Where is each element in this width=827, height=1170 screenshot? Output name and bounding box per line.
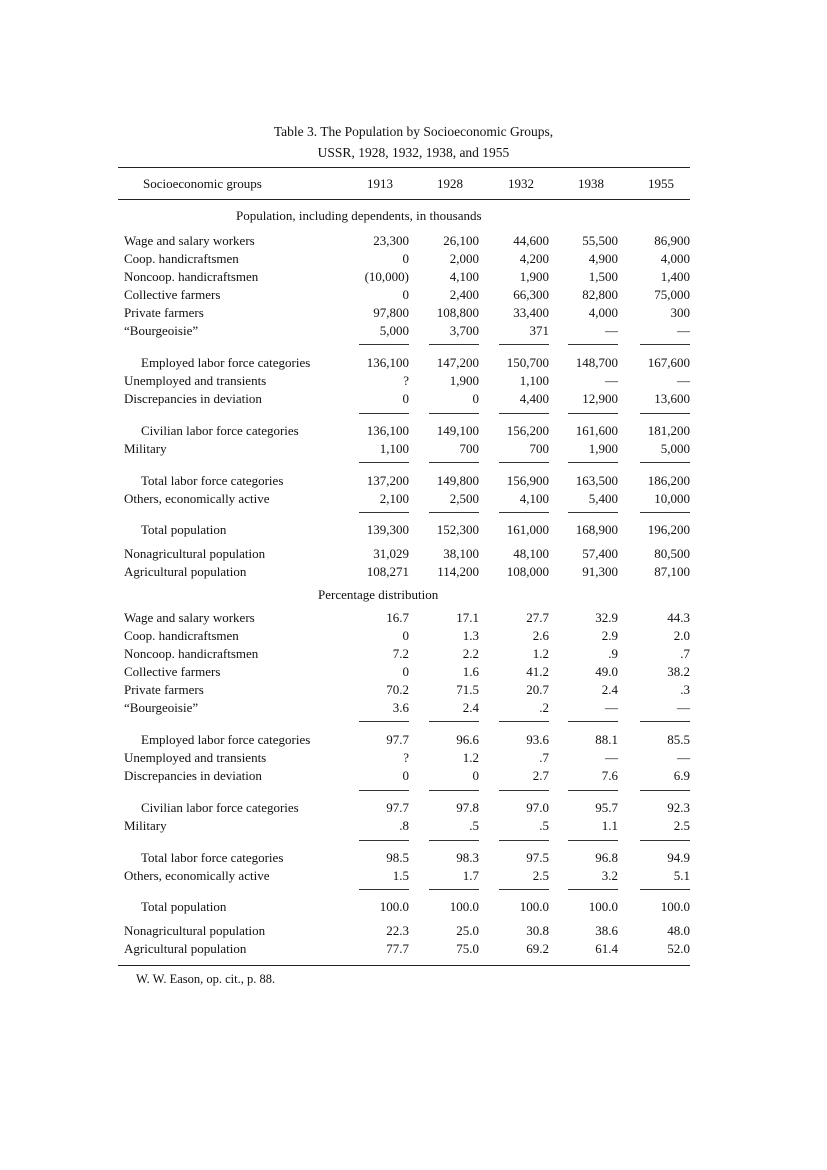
cell-value: 75,000 bbox=[654, 287, 690, 302]
cell-value: 7.2 bbox=[392, 646, 409, 661]
cell-value: 41.2 bbox=[526, 664, 549, 679]
table-row bbox=[0, 681, 827, 699]
cell-value: .5 bbox=[539, 818, 549, 833]
subtotal-rule bbox=[359, 721, 409, 722]
bottom-rule bbox=[118, 965, 690, 966]
cell-value: 3,700 bbox=[449, 323, 479, 338]
header-year-1928: 1928 bbox=[437, 176, 463, 191]
row-label: Agricultural population bbox=[124, 941, 247, 956]
cell-value: 168,900 bbox=[575, 522, 618, 537]
cell-value: 57,400 bbox=[582, 546, 618, 561]
cell-value: 55,500 bbox=[582, 233, 618, 248]
table-row bbox=[0, 390, 827, 408]
cell-value: 4,000 bbox=[588, 305, 618, 320]
subtotal-rule bbox=[359, 462, 409, 463]
cell-value: 2,500 bbox=[449, 491, 479, 506]
table-row bbox=[0, 472, 827, 490]
cell-value: .5 bbox=[469, 818, 479, 833]
row-label: Military bbox=[124, 818, 167, 833]
cell-value: — bbox=[605, 373, 618, 388]
cell-value: 93.6 bbox=[526, 732, 549, 747]
cell-value: 1,500 bbox=[588, 269, 618, 284]
row-label: Unemployed and transients bbox=[124, 373, 267, 388]
cell-value: 371 bbox=[529, 323, 549, 338]
cell-value: 1,900 bbox=[449, 373, 479, 388]
cell-value: 1,100 bbox=[379, 441, 409, 456]
header-year-1955: 1955 bbox=[648, 176, 674, 191]
subtotal-rule bbox=[568, 889, 618, 890]
cell-value: 136,100 bbox=[366, 355, 409, 370]
subtotal-rule bbox=[359, 840, 409, 841]
cell-value: .9 bbox=[608, 646, 618, 661]
table-title-line-1: Table 3. The Population by Socioeconomic Groups, bbox=[273, 124, 554, 139]
cell-value: 69.2 bbox=[526, 941, 549, 956]
cell-value: 161,600 bbox=[575, 423, 618, 438]
cell-value: 2,000 bbox=[449, 251, 479, 266]
cell-value: 161,000 bbox=[506, 522, 549, 537]
cell-value: 97.0 bbox=[526, 800, 549, 815]
subtotal-rule bbox=[429, 512, 479, 513]
cell-value: 100.0 bbox=[519, 899, 549, 914]
row-label: “Bourgeoisie” bbox=[124, 700, 199, 715]
row-label: Civilian labor force categories bbox=[141, 423, 299, 438]
cell-value: 2.7 bbox=[532, 768, 549, 783]
cell-value: 4,200 bbox=[519, 251, 549, 266]
header-rule bbox=[118, 199, 690, 200]
cell-value: ? bbox=[403, 373, 409, 388]
row-label: Noncoop. handicraftsmen bbox=[124, 269, 259, 284]
cell-value: 108,271 bbox=[366, 564, 409, 579]
table-row bbox=[0, 663, 827, 681]
row-label: Private farmers bbox=[124, 305, 204, 320]
row-label: Total population bbox=[141, 899, 227, 914]
cell-value: 156,200 bbox=[506, 423, 549, 438]
row-label: Coop. handicraftsmen bbox=[124, 251, 239, 266]
cell-value: 1.6 bbox=[462, 664, 479, 679]
cell-value: 2.6 bbox=[532, 628, 549, 643]
cell-value: 2.4 bbox=[601, 682, 618, 697]
cell-value: — bbox=[605, 750, 618, 765]
cell-value: 97.7 bbox=[386, 800, 409, 815]
subtotal-rule bbox=[429, 344, 479, 345]
cell-value: 44,600 bbox=[513, 233, 549, 248]
cell-value: 137,200 bbox=[366, 473, 409, 488]
cell-value: 1,900 bbox=[519, 269, 549, 284]
cell-value: 71.5 bbox=[456, 682, 479, 697]
cell-value: 186,200 bbox=[647, 473, 690, 488]
cell-value: 12,900 bbox=[582, 391, 618, 406]
cell-value: .8 bbox=[399, 818, 409, 833]
table-row bbox=[0, 849, 827, 867]
cell-value: 100.0 bbox=[449, 899, 479, 914]
row-label: Employed labor force categories bbox=[141, 355, 311, 370]
subtotal-rule bbox=[499, 790, 549, 791]
row-label: Nonagricultural population bbox=[124, 546, 266, 561]
cell-value: — bbox=[605, 700, 618, 715]
cell-value: 94.9 bbox=[667, 850, 690, 865]
cell-value: 2,100 bbox=[379, 491, 409, 506]
cell-value: 5,000 bbox=[379, 323, 409, 338]
table-row bbox=[0, 699, 827, 717]
cell-value: 163,500 bbox=[575, 473, 618, 488]
row-label: Military bbox=[124, 441, 167, 456]
cell-value: — bbox=[677, 750, 690, 765]
cell-value: 27.7 bbox=[526, 610, 549, 625]
table-row bbox=[0, 817, 827, 835]
cell-value: 97,800 bbox=[373, 305, 409, 320]
cell-value: 2.4 bbox=[462, 700, 479, 715]
cell-value: ? bbox=[403, 750, 409, 765]
subtotal-rule bbox=[499, 889, 549, 890]
cell-value: 0 bbox=[402, 251, 409, 266]
cell-value: 147,200 bbox=[436, 355, 479, 370]
table-title-line-2: USSR, 1928, 1932, 1938, and 1955 bbox=[317, 145, 510, 160]
cell-value: 136,100 bbox=[366, 423, 409, 438]
cell-value: .3 bbox=[680, 682, 690, 697]
cell-value: 98.3 bbox=[456, 850, 479, 865]
subtotal-rule bbox=[640, 790, 690, 791]
cell-value: 149,800 bbox=[436, 473, 479, 488]
subtotal-rule bbox=[640, 512, 690, 513]
cell-value: 167,600 bbox=[647, 355, 690, 370]
cell-value: 48.0 bbox=[667, 923, 690, 938]
subtotal-rule bbox=[640, 840, 690, 841]
table-row bbox=[0, 490, 827, 508]
row-label: Discrepancies in deviation bbox=[124, 768, 262, 783]
cell-value: 98.5 bbox=[386, 850, 409, 865]
table-row bbox=[0, 440, 827, 458]
subtotal-rule bbox=[568, 512, 618, 513]
table-row bbox=[0, 922, 827, 940]
cell-value: 4,100 bbox=[519, 491, 549, 506]
subtotal-rule bbox=[499, 413, 549, 414]
subtotal-rule bbox=[429, 840, 479, 841]
cell-value: 5,000 bbox=[660, 441, 690, 456]
subtotal-rule bbox=[499, 840, 549, 841]
cell-value: 0 bbox=[402, 287, 409, 302]
cell-value: 96.8 bbox=[595, 850, 618, 865]
subtotal-rule bbox=[568, 344, 618, 345]
cell-value: 150,700 bbox=[506, 355, 549, 370]
cell-value: 70.2 bbox=[386, 682, 409, 697]
row-label: Collective farmers bbox=[124, 664, 221, 679]
row-label: Agricultural population bbox=[124, 564, 247, 579]
cell-value: 13,600 bbox=[654, 391, 690, 406]
cell-value: 3.2 bbox=[601, 868, 618, 883]
cell-value: 22.3 bbox=[386, 923, 409, 938]
row-label: Civilian labor force categories bbox=[141, 800, 299, 815]
cell-value: 181,200 bbox=[647, 423, 690, 438]
table-row bbox=[0, 304, 827, 322]
cell-value: 4,400 bbox=[519, 391, 549, 406]
cell-value: — bbox=[605, 323, 618, 338]
cell-value: 108,800 bbox=[436, 305, 479, 320]
row-label: Others, economically active bbox=[124, 491, 270, 506]
cell-value: 16.7 bbox=[386, 610, 409, 625]
subtotal-rule bbox=[429, 462, 479, 463]
subtotal-rule bbox=[429, 889, 479, 890]
cell-value: 95.7 bbox=[595, 800, 618, 815]
row-label: Wage and salary workers bbox=[124, 233, 255, 248]
cell-value: 4,100 bbox=[449, 269, 479, 284]
row-label: Collective farmers bbox=[124, 287, 221, 302]
cell-value: 300 bbox=[670, 305, 690, 320]
cell-value: 2.2 bbox=[462, 646, 479, 661]
cell-value: 0 bbox=[402, 391, 409, 406]
header-year-1932: 1932 bbox=[508, 176, 534, 191]
header-year-1938: 1938 bbox=[578, 176, 604, 191]
cell-value: 33,400 bbox=[513, 305, 549, 320]
cell-value: 100.0 bbox=[660, 899, 690, 914]
subtotal-rule bbox=[640, 413, 690, 414]
cell-value: 96.6 bbox=[456, 732, 479, 747]
cell-value: 92.3 bbox=[667, 800, 690, 815]
cell-value: 5,400 bbox=[588, 491, 618, 506]
table-row bbox=[0, 799, 827, 817]
cell-value: 4,000 bbox=[660, 251, 690, 266]
subtotal-rule bbox=[499, 512, 549, 513]
row-label: Wage and salary workers bbox=[124, 610, 255, 625]
cell-value: 7.6 bbox=[601, 768, 618, 783]
cell-value: 30.8 bbox=[526, 923, 549, 938]
cell-value: 10,000 bbox=[654, 491, 690, 506]
table-row bbox=[0, 563, 827, 581]
cell-value: 97.8 bbox=[456, 800, 479, 815]
cell-value: 31,029 bbox=[373, 546, 409, 561]
row-label: Discrepancies in deviation bbox=[124, 391, 262, 406]
cell-value: 6.9 bbox=[673, 768, 690, 783]
subtotal-rule bbox=[640, 344, 690, 345]
top-rule bbox=[118, 167, 690, 168]
cell-value: 100.0 bbox=[588, 899, 618, 914]
table-row bbox=[0, 286, 827, 304]
cell-value: 17.1 bbox=[456, 610, 479, 625]
table-row bbox=[0, 645, 827, 663]
subtotal-rule bbox=[429, 790, 479, 791]
row-label: “Bourgeoisie” bbox=[124, 323, 199, 338]
cell-value: 149,100 bbox=[436, 423, 479, 438]
subtotal-rule bbox=[568, 413, 618, 414]
cell-value: 1.5 bbox=[392, 868, 409, 883]
table-row bbox=[0, 521, 827, 539]
table-row bbox=[0, 372, 827, 390]
cell-value: 88.1 bbox=[595, 732, 618, 747]
table-row bbox=[0, 322, 827, 340]
cell-value: 0 bbox=[472, 391, 479, 406]
header-year-1913: 1913 bbox=[367, 176, 393, 191]
subtotal-rule bbox=[568, 721, 618, 722]
subtotal-rule bbox=[568, 790, 618, 791]
cell-value: 5.1 bbox=[673, 868, 690, 883]
subtotal-rule bbox=[568, 462, 618, 463]
subtotal-rule bbox=[359, 790, 409, 791]
cell-value: 97.5 bbox=[526, 850, 549, 865]
section-heading-percentage: Percentage distribution bbox=[318, 587, 439, 602]
cell-value: — bbox=[677, 700, 690, 715]
row-label: Total labor force categories bbox=[141, 473, 284, 488]
row-label: Nonagricultural population bbox=[124, 923, 266, 938]
cell-value: 0 bbox=[402, 768, 409, 783]
table-row bbox=[0, 898, 827, 916]
cell-value: 52.0 bbox=[667, 941, 690, 956]
cell-value: — bbox=[677, 323, 690, 338]
table-row bbox=[0, 749, 827, 767]
subtotal-rule bbox=[429, 413, 479, 414]
cell-value: 148,700 bbox=[575, 355, 618, 370]
cell-value: 700 bbox=[529, 441, 549, 456]
cell-value: 80,500 bbox=[654, 546, 690, 561]
cell-value: 2.5 bbox=[532, 868, 549, 883]
cell-value: 114,200 bbox=[437, 564, 479, 579]
cell-value: 75.0 bbox=[456, 941, 479, 956]
cell-value: 23,300 bbox=[373, 233, 409, 248]
cell-value: 61.4 bbox=[595, 941, 618, 956]
subtotal-rule bbox=[499, 721, 549, 722]
table-row bbox=[0, 627, 827, 645]
section-heading-thousands: Population, including dependents, in thousands bbox=[236, 208, 482, 223]
row-label: Private farmers bbox=[124, 682, 204, 697]
cell-value: 1,400 bbox=[660, 269, 690, 284]
row-label: Coop. handicraftsmen bbox=[124, 628, 239, 643]
cell-value: 38,100 bbox=[443, 546, 479, 561]
cell-value: 97.7 bbox=[386, 732, 409, 747]
table-row bbox=[0, 422, 827, 440]
subtotal-rule bbox=[359, 344, 409, 345]
row-label: Others, economically active bbox=[124, 868, 270, 883]
cell-value: 85.5 bbox=[667, 732, 690, 747]
cell-value: 1.1 bbox=[601, 818, 618, 833]
cell-value: 3.6 bbox=[392, 700, 409, 715]
cell-value: 86,900 bbox=[654, 233, 690, 248]
cell-value: 1.2 bbox=[462, 750, 479, 765]
cell-value: 1.3 bbox=[462, 628, 479, 643]
table-row bbox=[0, 609, 827, 627]
cell-value: 2.9 bbox=[601, 628, 618, 643]
cell-value: 152,300 bbox=[436, 522, 479, 537]
table-row bbox=[0, 545, 827, 563]
table-row bbox=[0, 767, 827, 785]
cell-value: 700 bbox=[459, 441, 479, 456]
cell-value: 32.9 bbox=[595, 610, 618, 625]
subtotal-rule bbox=[568, 840, 618, 841]
cell-value: 25.0 bbox=[456, 923, 479, 938]
row-label: Total population bbox=[141, 522, 227, 537]
cell-value: 100.0 bbox=[379, 899, 409, 914]
table-row bbox=[0, 731, 827, 749]
cell-value: 139,300 bbox=[366, 522, 409, 537]
subtotal-rule bbox=[429, 721, 479, 722]
row-label: Total labor force categories bbox=[141, 850, 284, 865]
cell-value: 87,100 bbox=[654, 564, 690, 579]
cell-value: 0 bbox=[472, 768, 479, 783]
cell-value: 49.0 bbox=[595, 664, 618, 679]
table-row bbox=[0, 268, 827, 286]
cell-value: 2,400 bbox=[449, 287, 479, 302]
cell-value: 26,100 bbox=[443, 233, 479, 248]
cell-value: 1.2 bbox=[532, 646, 549, 661]
cell-value: 1,900 bbox=[588, 441, 618, 456]
subtotal-rule bbox=[640, 462, 690, 463]
subtotal-rule bbox=[359, 512, 409, 513]
table-row bbox=[0, 250, 827, 268]
header-label: Socioeconomic groups bbox=[143, 176, 262, 191]
cell-value: 44.3 bbox=[667, 610, 690, 625]
cell-value: 108,000 bbox=[506, 564, 549, 579]
subtotal-rule bbox=[359, 413, 409, 414]
subtotal-rule bbox=[359, 889, 409, 890]
cell-value: .7 bbox=[539, 750, 549, 765]
cell-value: 77.7 bbox=[386, 941, 409, 956]
subtotal-rule bbox=[499, 344, 549, 345]
row-label: Employed labor force categories bbox=[141, 732, 311, 747]
cell-value: 4,900 bbox=[588, 251, 618, 266]
cell-value: .2 bbox=[539, 700, 549, 715]
table-row bbox=[0, 940, 827, 958]
cell-value: 66,300 bbox=[513, 287, 549, 302]
cell-value: — bbox=[677, 373, 690, 388]
cell-value: 82,800 bbox=[582, 287, 618, 302]
cell-value: 196,200 bbox=[647, 522, 690, 537]
source-note: W. W. Eason, op. cit., p. 88. bbox=[136, 972, 276, 986]
cell-value: 1,100 bbox=[519, 373, 549, 388]
cell-value: 1.7 bbox=[462, 868, 479, 883]
cell-value: 156,900 bbox=[506, 473, 549, 488]
cell-value: 2.5 bbox=[673, 818, 690, 833]
subtotal-rule bbox=[499, 462, 549, 463]
cell-value: 0 bbox=[402, 664, 409, 679]
row-label: Noncoop. handicraftsmen bbox=[124, 646, 259, 661]
row-label: Unemployed and transients bbox=[124, 750, 267, 765]
cell-value: 48,100 bbox=[513, 546, 549, 561]
cell-value: 0 bbox=[402, 628, 409, 643]
cell-value: 38.2 bbox=[667, 664, 690, 679]
subtotal-rule bbox=[640, 721, 690, 722]
table-row bbox=[0, 867, 827, 885]
cell-value: 20.7 bbox=[526, 682, 549, 697]
cell-value: 2.0 bbox=[673, 628, 690, 643]
cell-value: .7 bbox=[680, 646, 690, 661]
cell-value: 91,300 bbox=[582, 564, 618, 579]
cell-value: 38.6 bbox=[595, 923, 618, 938]
table-row bbox=[0, 232, 827, 250]
table-row bbox=[0, 354, 827, 372]
subtotal-rule bbox=[640, 889, 690, 890]
cell-value: (10,000) bbox=[364, 269, 409, 284]
